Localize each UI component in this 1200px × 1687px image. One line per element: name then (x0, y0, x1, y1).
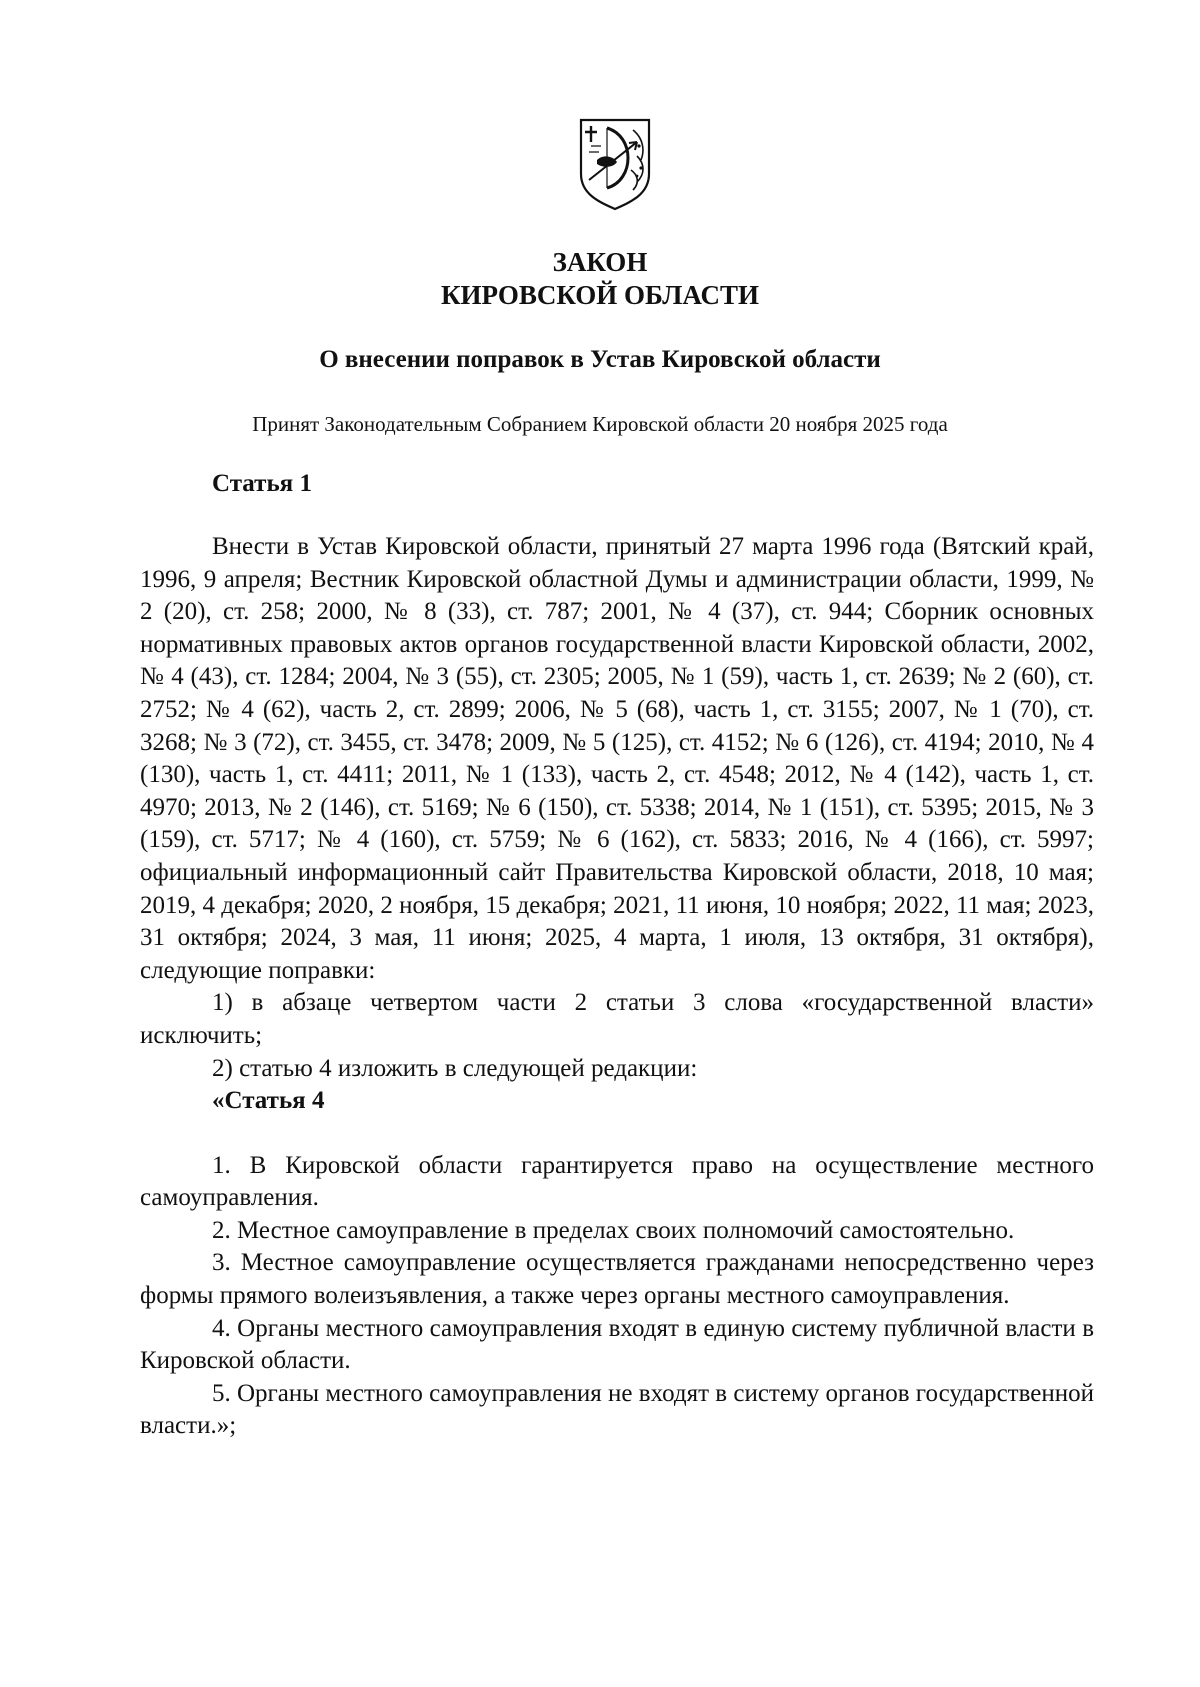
article-1-body (140, 531, 1094, 1443)
article-1-heading: Статья 1 (212, 470, 312, 497)
law-title-line2: КИРОВСКОЙ ОБЛАСТИ (440, 280, 760, 310)
law-name: О внесении поправок в Устав Кировской области (319, 346, 881, 373)
amendment-1: 1) в абзаце четвертом части 2 статьи 3 слова «государственной власти» исключить; (140, 989, 1094, 1049)
quoted-article-4-heading: «Статья 4 (212, 1087, 325, 1115)
law-title-line1: ЗАКОН (552, 247, 648, 277)
article-4-part-3: 3. Местное самоуправление осуществляется гражданами непосредственно через формы прямого волеизъявления, а также через органы местного самоуправления. (140, 1249, 1094, 1310)
article-4-part-4: 4. Органы местного самоуправления входят в единую систему публичной власти в Кировской области. (140, 1314, 1094, 1375)
coat-of-arms-icon (577, 116, 653, 212)
article-4-part-2: 2. Местное самоуправление в пределах своих полномочий самостоятельно. (212, 1216, 1015, 1244)
adoption-note: Принят Законодательным Собранием Кировской области 20 ноября 2025 года (252, 412, 948, 436)
article-4-part-5: 5. Органы местного самоуправления не входят в систему органов государственной власти.»; (140, 1379, 1094, 1440)
article-1-intro-paragraph: Внести в Устав Кировской области, принятый 27 марта 1996 года (Вятский край, 1996, 9 апреля; Вестник Кировской областной Думы и администрации области, 1999, № 2 (20), ст. 258; 2000, № 8 (33), ст. 787; 2001, № 4 (37), ст. 944; Сборник основных нормативных правовых актов органов государственной власти Кировской области, 2002, № 4 (43), ст. 1284; 2004, № 3 (55), ст. 2305; 2005, № 1 (59), часть 1, ст. 2639; № 2 (60), ст. 2752; № 4 (62), часть 2, ст. 2899; 2006, № 5 (68), часть 1, ст. 3155; 2007, № 1 (70), ст. 3268; № 3 (72), ст. 3455, ст. 3478; 2009, № 5 (125), ст. 4152; № 6 (126), ст. 4194; 2010, № 4 (130), часть 1, ст. 4411; 2011, № 1 (133), часть 2, ст. 4548; 2012, № 4 (142), часть 1, ст. 4970; 2013, № 2 (146), ст. 5169; № 6 (150), ст. 5338; 2014, № 1 (151), ст. 5395; 2015, № 3 (159), ст. 5717; № 4 (160), ст. 5759; № 6 (162), ст. 5833; 2016, № 4 (166), ст. 5997; официальный информационный сайт Правительства Кировской области, 2018, 10 мая; 2019, 4 декабря; 2020, 2 ноября, 15 декабря; 2021, 11 июня, 10 ноября; 2022, 11 мая; 2023, 31 октября; 2024, 3 мая, 11 июня; 2025, 4 марта, 1 июля, 13 октября, 31 октября), следующие поправки: (140, 533, 1094, 984)
amendment-2: 2) статью 4 изложить в следующей редакции: (212, 1054, 698, 1082)
article-4-part-1: 1. В Кировской области гарантируется право на осуществление местного самоуправления. (140, 1151, 1094, 1212)
